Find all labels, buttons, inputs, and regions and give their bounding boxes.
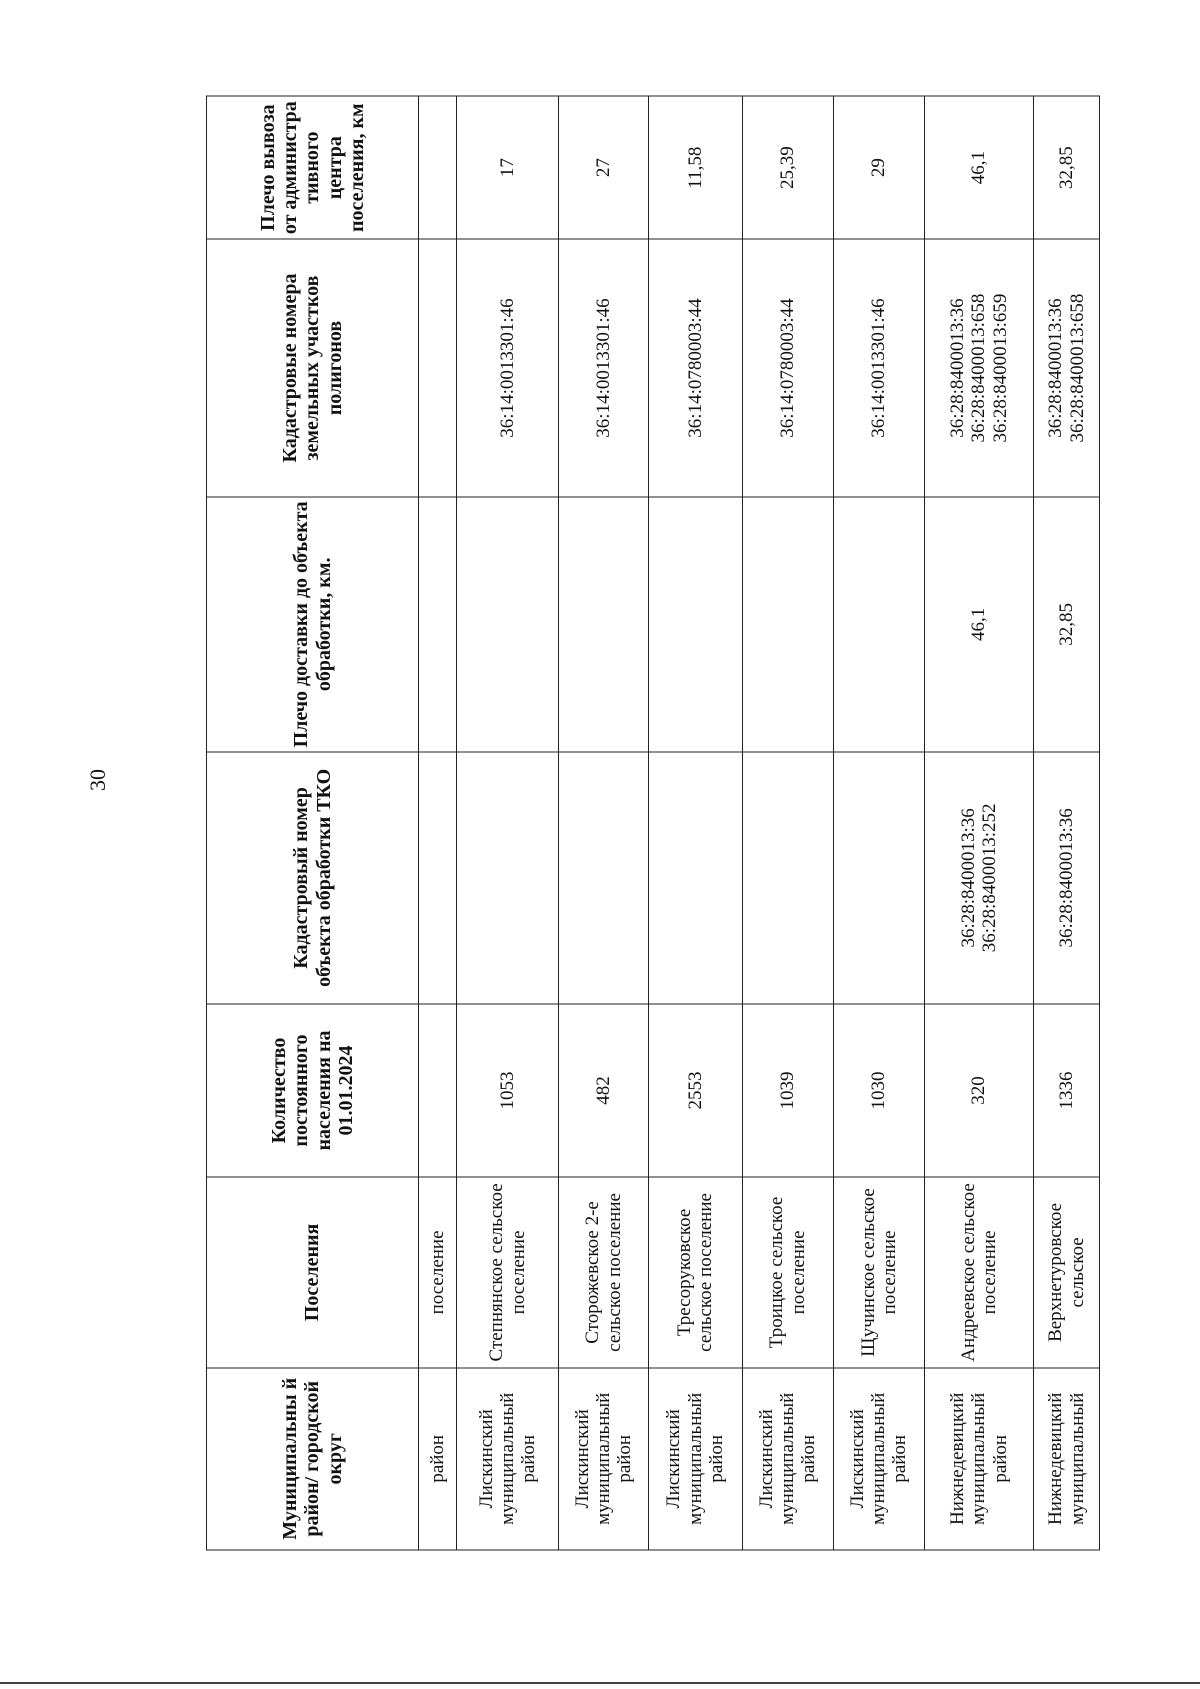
header-district: Муниципальны й район/ городской округ bbox=[206, 1367, 418, 1549]
district-cell: Нижнедевицкий муниципальный район bbox=[924, 1367, 1033, 1549]
page-bottom-rule bbox=[0, 1682, 1200, 1684]
removal-distance-cell: 46,1 bbox=[924, 96, 1033, 239]
table-row bbox=[648, 96, 741, 1550]
population-cell: 482 bbox=[558, 1003, 648, 1176]
settlement-cell: Верхнетуровское сельское bbox=[1033, 1177, 1099, 1367]
settlement-cell: Сторожевское 2-е сельское поселение bbox=[558, 1177, 648, 1367]
landfill-cadastral-cell bbox=[418, 239, 456, 496]
settlement-cell: Троицкое сельское поселение bbox=[742, 1177, 833, 1367]
table-body bbox=[418, 96, 1099, 1550]
district-cell: район bbox=[418, 1367, 456, 1549]
settlement-cell: Андреевское сельское поселение bbox=[924, 1177, 1033, 1367]
population-cell: 1053 bbox=[456, 1003, 558, 1176]
header-settlements: Поселения bbox=[206, 1177, 418, 1367]
removal-distance-cell: 32,85 bbox=[1033, 96, 1099, 239]
population-cell: 2553 bbox=[648, 1003, 741, 1176]
landfill-cadastral-cell bbox=[456, 239, 558, 496]
population-cell bbox=[418, 1003, 456, 1176]
cadastral-number: 36:28:8400013:36 bbox=[1044, 297, 1066, 438]
district-cell: Лискинский муниципальный район bbox=[456, 1367, 558, 1549]
delivery-distance-cell bbox=[648, 496, 741, 751]
waste-removal-table bbox=[206, 95, 1100, 1550]
table-row bbox=[558, 96, 648, 1550]
cadastral-number: 36:14:0780003:44 bbox=[684, 297, 706, 438]
table-row bbox=[1033, 96, 1099, 1550]
processing-cadastral-cell bbox=[1033, 751, 1099, 1003]
cadastral-number: 36:28:8400013:36 bbox=[1055, 807, 1077, 948]
processing-cadastral-cell bbox=[648, 751, 741, 1003]
cadastral-number: 36:28:8400013:658 bbox=[1066, 293, 1088, 442]
cadastral-number: 36:28:8400013:658 bbox=[967, 293, 989, 442]
delivery-distance-cell bbox=[418, 496, 456, 751]
cadastral-number: 36:14:0013301:46 bbox=[867, 297, 889, 438]
table-row bbox=[418, 96, 456, 1550]
delivery-distance-cell bbox=[558, 496, 648, 751]
removal-distance-cell bbox=[418, 96, 456, 239]
cadastral-number: 36:28:8400013:252 bbox=[978, 802, 1000, 952]
landfill-cadastral-cell bbox=[924, 239, 1033, 496]
landfill-cadastral-cell bbox=[1033, 239, 1099, 496]
population-cell: 1030 bbox=[833, 1003, 924, 1176]
processing-cadastral-cell bbox=[924, 751, 1033, 1003]
delivery-distance-cell bbox=[742, 496, 833, 751]
landfill-cadastral-cell bbox=[558, 239, 648, 496]
district-cell: Лискинский муниципальный район bbox=[648, 1367, 741, 1549]
table-row bbox=[742, 96, 833, 1550]
cadastral-number: 36:28:8400013:659 bbox=[989, 293, 1011, 442]
table-row bbox=[833, 96, 924, 1550]
settlement-cell: Щучинское сельское поселение bbox=[833, 1177, 924, 1367]
settlement-cell: Тресоруковское сельское поселение bbox=[648, 1177, 741, 1367]
document-table-container bbox=[206, 95, 1100, 1550]
population-cell: 320 bbox=[924, 1003, 1033, 1176]
delivery-distance-cell bbox=[833, 496, 924, 751]
district-cell: Лискинский муниципальный район bbox=[558, 1367, 648, 1549]
processing-cadastral-cell bbox=[558, 751, 648, 1003]
header-processing-cadastral: Кадастровый номер объекта обработки ТКО bbox=[206, 751, 418, 1003]
processing-cadastral-cell bbox=[456, 751, 558, 1003]
processing-cadastral-cell bbox=[833, 751, 924, 1003]
removal-distance-cell: 27 bbox=[558, 96, 648, 239]
delivery-distance-cell: 46,1 bbox=[924, 496, 1033, 751]
processing-cadastral-cell bbox=[418, 751, 456, 1003]
removal-distance-cell: 11,58 bbox=[648, 96, 741, 239]
delivery-distance-cell: 32,85 bbox=[1033, 496, 1099, 751]
table-row bbox=[456, 96, 558, 1550]
processing-cadastral-cell bbox=[742, 751, 833, 1003]
cadastral-number: 36:28:8400013:36 bbox=[957, 807, 979, 948]
cadastral-number: 36:14:0780003:44 bbox=[776, 297, 798, 438]
header-removal-distance: Плечо вывоза от администра тивного центра поселения, км bbox=[206, 96, 418, 239]
settlement-cell: поселение bbox=[418, 1177, 456, 1367]
cadastral-number: 36:14:0013301:46 bbox=[592, 297, 614, 438]
landfill-cadastral-cell bbox=[648, 239, 741, 496]
population-cell: 1336 bbox=[1033, 1003, 1099, 1176]
cadastral-number: 36:28:8400013:36 bbox=[946, 297, 968, 438]
district-cell: Лискинский муниципальный район bbox=[833, 1367, 924, 1549]
page-number: 30 bbox=[85, 769, 110, 791]
delivery-distance-cell bbox=[456, 496, 558, 751]
removal-distance-cell: 29 bbox=[833, 96, 924, 239]
header-landfill-cadastral: Кадастровые номера земельных участков полигонов bbox=[206, 239, 418, 496]
header-population: Количество постоянного населения на 01.01.2024 bbox=[206, 1003, 418, 1176]
district-cell: Лискинский муниципальный район bbox=[742, 1367, 833, 1549]
landfill-cadastral-cell bbox=[742, 239, 833, 496]
cadastral-number: 36:14:0013301:46 bbox=[496, 297, 518, 438]
district-cell: Нижнедевицкий муниципальный bbox=[1033, 1367, 1099, 1549]
header-delivery-distance: Плечо доставки до объекта обработки, км. bbox=[206, 496, 418, 751]
settlement-cell: Степнянское сельское поселение bbox=[456, 1177, 558, 1367]
table-row bbox=[924, 96, 1033, 1550]
landfill-cadastral-cell bbox=[833, 239, 924, 496]
removal-distance-cell: 17 bbox=[456, 96, 558, 239]
population-cell: 1039 bbox=[742, 1003, 833, 1176]
table-header-row bbox=[206, 96, 418, 1550]
removal-distance-cell: 25,39 bbox=[742, 96, 833, 239]
